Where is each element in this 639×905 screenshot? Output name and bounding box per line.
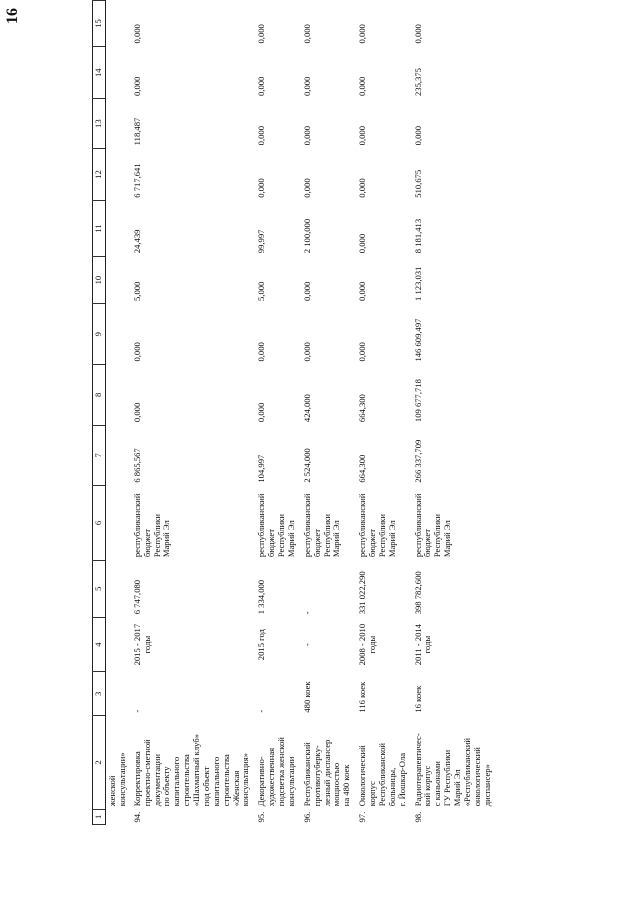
object-name: [301, 716, 356, 810]
cell-line: республиканский: [131, 493, 142, 558]
value-cell: 0,000: [357, 281, 368, 301]
cell-line: лезный диспансер: [321, 739, 332, 807]
cell-line: Корректировка: [131, 751, 142, 807]
years-cell: [412, 617, 497, 672]
table-row: [301, 1, 356, 825]
cell-line: бюджет: [141, 529, 152, 558]
capacity-cell: 16 коек: [412, 685, 423, 713]
cost-cell: 6 747,080: [131, 579, 142, 615]
cell-line: бюджет: [266, 529, 277, 558]
cell-line: Республики: [276, 514, 286, 558]
header-cell: 7: [93, 425, 106, 486]
header-cell: 9: [93, 304, 106, 365]
header-cell: 14: [93, 47, 106, 99]
value-cell: 0,000: [357, 233, 368, 254]
years-cell: [301, 617, 356, 672]
cell-line: документации: [151, 754, 162, 807]
value-cell: 0,000: [301, 178, 312, 198]
cell-line: Марий Эл: [331, 520, 342, 558]
cell-line: 2015 год: [256, 629, 267, 661]
cell-line: 2008 - 2010: [357, 623, 368, 666]
cell-line: Республиканской: [376, 743, 387, 807]
cost-cell: -: [301, 611, 312, 615]
continuation-line: консультации»: [116, 752, 127, 807]
row-number: 95.: [256, 811, 267, 823]
cell-line: капитального: [210, 756, 221, 807]
years-cell: [131, 617, 256, 672]
cell-line: под объект: [200, 766, 211, 807]
cell-line: республиканский: [412, 493, 423, 558]
value-cell: 146 609,497: [412, 318, 423, 362]
value-cell: 0,000: [256, 125, 267, 146]
cell-line: на 480 коек: [341, 764, 352, 807]
value-cell: 664,300: [357, 394, 368, 423]
value-cell: 510,675: [412, 169, 423, 198]
cell-line: капитального: [171, 756, 182, 807]
object-name: [356, 716, 411, 810]
years-cell: [356, 617, 411, 672]
value-cell: 2 524,000: [301, 448, 312, 483]
header-cell: 6: [93, 486, 106, 561]
funding-source-cell: [131, 486, 256, 561]
header-row: [93, 1, 106, 825]
value-cell: 99,997: [256, 229, 267, 254]
value-cell: 0,000: [131, 342, 142, 362]
cell-line: Онкологический: [357, 745, 368, 807]
value-cell: 5,000: [256, 281, 267, 301]
cell-line: с каньонами: [432, 761, 443, 807]
cell-line: республиканский: [256, 493, 267, 558]
cell-line: Республики: [151, 514, 162, 558]
continuation-text: [106, 716, 131, 810]
value-cell: 6 865,567: [131, 448, 142, 483]
header-cell: 15: [93, 1, 106, 47]
cell-line: корпус: [367, 781, 377, 807]
value-cell: 0,000: [357, 342, 368, 362]
years-cell: [255, 617, 301, 672]
value-cell: 0,000: [256, 402, 267, 423]
value-cell: 0,000: [256, 76, 267, 96]
header-cell: 4: [93, 617, 106, 672]
cell-line: Республики: [376, 514, 387, 558]
cell-line: республиканский: [357, 493, 368, 558]
value-cell: 424,000: [301, 394, 312, 423]
header-cell: 5: [93, 560, 106, 617]
cell-line: консультация»: [240, 752, 251, 807]
cost-cell: 1 334,000: [256, 579, 267, 615]
funding-source-cell: [255, 486, 301, 561]
value-cell: 266 337,709: [412, 439, 423, 483]
cell-line: Республики: [432, 514, 443, 558]
header-cell: 11: [93, 201, 106, 257]
value-cell: 0,000: [301, 24, 312, 44]
cell-line: кий корпус: [422, 765, 433, 807]
cell-line: Республики: [321, 514, 332, 558]
cell-line: 2015 - 2017: [131, 623, 142, 666]
row-number: 98.: [412, 811, 423, 823]
funding-source-cell: [301, 486, 356, 561]
cell-line: строительства: [220, 754, 231, 807]
header-cell: 3: [93, 672, 106, 716]
value-cell: 6 717,641: [131, 163, 142, 198]
value-cell: 664,300: [357, 454, 368, 483]
table-body: [106, 1, 497, 825]
value-cell: 104,997: [256, 454, 267, 483]
value-cell: 0,000: [131, 24, 142, 44]
value-cell: 118,487: [131, 117, 142, 146]
table-row: [356, 1, 411, 825]
header-cell: 1: [93, 809, 106, 824]
funding-source-cell: [412, 486, 497, 561]
table-row: [412, 1, 497, 825]
cell-line: бюджет: [367, 529, 377, 558]
value-cell: 2 100,000: [301, 218, 312, 254]
value-cell: 24,439: [131, 229, 142, 254]
value-cell: 0,000: [256, 24, 267, 44]
cell-line: «Шахматный клуб»: [191, 734, 201, 807]
value-cell: 235,375: [412, 68, 423, 96]
value-cell: 8 181,413: [412, 218, 423, 254]
object-name: [131, 716, 256, 810]
value-cell: 0,000: [131, 402, 142, 423]
cell-line: годы: [141, 635, 152, 654]
value-cell: 1 123,031: [412, 266, 423, 301]
header-cell: 10: [93, 256, 106, 304]
value-cell: 0,000: [357, 178, 368, 198]
table-row: [255, 1, 301, 825]
row-number: 96.: [301, 811, 312, 823]
header-cell: 2: [93, 716, 106, 810]
cell-line: годы: [367, 635, 377, 654]
cell-line: Марий Эл: [161, 520, 172, 558]
table-row: [131, 1, 256, 825]
object-name: [412, 716, 497, 810]
cell-line: республиканский: [301, 493, 312, 558]
cell-line: Марий Эл: [452, 769, 462, 807]
object-name: [255, 716, 301, 810]
value-cell: 0,000: [412, 24, 423, 44]
cell-line: «Республиканский: [461, 737, 472, 807]
cell-line: «Женская: [230, 770, 241, 807]
capacity-cell: -: [131, 709, 142, 713]
cell-line: бюджет: [422, 529, 433, 558]
continuation-line: женской: [107, 775, 117, 807]
cell-line: противотуберку-: [311, 745, 322, 807]
cell-line: больницы,: [386, 767, 397, 807]
funding-source-cell: [356, 486, 411, 561]
cell-line: Республиканский: [301, 742, 312, 807]
cell-line: бюджет: [311, 529, 322, 558]
row-number: [106, 809, 131, 824]
value-cell: 0,000: [301, 125, 312, 146]
cell-line: мощностью: [331, 762, 342, 807]
value-cell: 0,000: [131, 76, 142, 96]
value-cell: 0,000: [256, 178, 267, 198]
cell-line: диспансер»: [481, 764, 492, 807]
value-cell: 0,000: [301, 281, 312, 301]
cell-line: консультации: [285, 756, 296, 807]
cell-line: подсветка женской: [276, 737, 286, 807]
value-cell: 0,000: [301, 76, 312, 96]
cell-line: художественная: [266, 747, 277, 807]
cell-line: годы: [422, 635, 433, 654]
value-cell: 0,000: [357, 76, 368, 96]
cell-line: проектно-сметной: [141, 739, 152, 807]
cell-line: г. Йошкар-Ола: [396, 752, 407, 807]
header-cell: 8: [93, 365, 106, 426]
cell-line: Радиотерапевтичес-: [412, 733, 423, 807]
cell-line: ГУ Республики: [442, 749, 453, 807]
capacity-cell: 480 коек: [301, 681, 312, 713]
value-cell: 0,000: [357, 24, 368, 44]
value-cell: 0,000: [256, 342, 267, 362]
header-cell: 12: [93, 148, 106, 200]
value-cell: 5,000: [131, 281, 142, 301]
header-cell: 13: [93, 99, 106, 148]
capacity-cell: 116 коек: [357, 681, 368, 713]
cell-line: по объекту: [161, 766, 172, 807]
row-number: 94.: [131, 811, 142, 823]
capacity-cell: -: [256, 709, 267, 713]
cell-line: Марий Эл: [285, 520, 296, 558]
page-number: 16: [4, 8, 21, 24]
row-number: 97.: [357, 811, 368, 823]
cost-cell: 331 022,290: [357, 571, 368, 615]
cell-line: Марий Эл: [442, 520, 453, 558]
continuation-row: [106, 1, 131, 825]
empty-cell: [106, 1, 131, 716]
cell-line: -: [301, 643, 312, 647]
cell-line: строительства: [181, 754, 192, 807]
cell-line: 2011 - 2014: [412, 624, 423, 666]
cell-line: Декоративно-: [256, 756, 267, 807]
value-cell: 109 677,718: [412, 379, 423, 423]
budget-table: [92, 0, 497, 825]
cell-line: Марий Эл: [386, 520, 397, 558]
cell-line: онкологический: [471, 747, 482, 807]
cost-cell: 398 782,600: [412, 571, 423, 615]
value-cell: 0,000: [301, 342, 312, 362]
value-cell: 0,000: [412, 125, 423, 146]
value-cell: 0,000: [357, 125, 368, 146]
